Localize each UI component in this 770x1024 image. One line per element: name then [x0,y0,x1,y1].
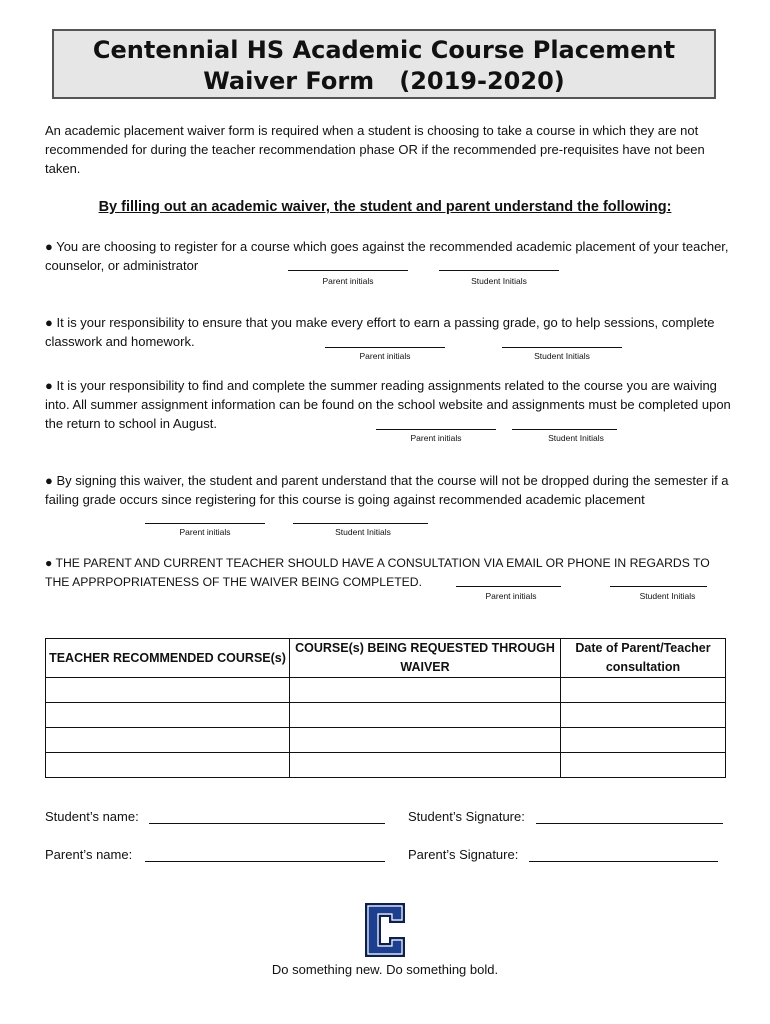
table-header-row [46,639,726,678]
title-line-1: Centennial HS Academic Course Placement [92,36,676,64]
section-heading: By filling out an academic waiver, the student and parent understand the following: [98,199,672,215]
parent-initials-label: Parent initials [322,276,374,286]
student-initials-input-4[interactable] [293,523,428,524]
student-initials-input-2[interactable] [502,347,622,348]
header-teacher-recommended: TEACHER RECOMMENDED COURSE(s) [46,639,290,678]
student-signature-input[interactable] [536,823,723,824]
student-initials-label: Student Initials [534,351,590,361]
form-title [52,29,716,99]
statement-4: ● By signing this waiver, the student and parent understand that the course will not be dropped during the semester if a failing grade occurs since registering for this course is going against recommended academic placement [45,473,729,507]
table-row [46,753,726,778]
statement-3: ● It is your responsibility to find and complete the summer reading assignments related to the course you are waiving into. All summer assignment information can be found on the school website and assignments must be completed upon the return to school in August. [45,378,731,431]
tagline: Do something new. Do something bold. [271,962,499,977]
statement-1: ● You are choosing to register for a course which goes against the recommended academic placement of your teacher, counselor, or administrator [45,239,729,273]
table-cell[interactable] [561,753,726,778]
table-cell[interactable] [46,678,290,703]
table-cell[interactable] [46,753,290,778]
parent-initials-input-3[interactable] [376,429,496,430]
school-logo [362,902,408,958]
table-cell[interactable] [290,678,561,703]
student-initials-label: Student Initials [335,527,391,537]
parent-initials-label: Parent initials [179,527,231,537]
student-initials-input-3[interactable] [512,429,617,430]
title-line-2: Waiver Form (2019-2020) [203,67,565,95]
parent-initials-label: Parent initials [485,591,537,601]
student-name-label: Student’s name: [45,809,139,824]
parent-initials-input-4[interactable] [145,523,265,524]
parent-signature-label: Parent’s Signature: [408,847,519,862]
parent-name-label: Parent’s name: [45,847,133,862]
student-initials-input-5[interactable] [610,586,707,587]
table-cell[interactable] [561,678,726,703]
intro-text: An academic placement waiver form is required when a student is choosing to take a course in which they are not recommended for during the teacher recommendation phase OR if the recommended pre-requisites have not been taken. [45,123,705,176]
parent-initials-input-5[interactable] [456,586,561,587]
parent-name-input[interactable] [145,861,385,862]
course-table [45,638,726,778]
parent-signature-input[interactable] [529,861,718,862]
parent-initials-label: Parent initials [359,351,411,361]
table-row [46,728,726,753]
student-name-input[interactable] [149,823,385,824]
table-cell[interactable] [290,753,561,778]
table-cell[interactable] [561,703,726,728]
student-signature-label: Student’s Signature: [408,809,525,824]
table-cell[interactable] [46,703,290,728]
parent-initials-input-2[interactable] [325,347,445,348]
table-row [46,703,726,728]
header-consultation-date: Date of Parent/Teacher consultation [561,639,726,678]
student-initials-label: Student Initials [471,276,527,286]
statement-2: ● It is your responsibility to ensure that you make every effort to earn a passing grade, go to help sessions, complete classwork and homework. [45,315,715,349]
student-initials-label: Student Initials [548,433,604,443]
table-cell[interactable] [290,703,561,728]
parent-initials-input-1[interactable] [288,270,408,271]
student-initials-input-1[interactable] [439,270,559,271]
statement-5: ● THE PARENT AND CURRENT TEACHER SHOULD HAVE A CONSULTATION VIA EMAIL OR PHONE IN REGARDS TO THE APPRPOPRIATENESS OF THE WAIVER BEING COMPLETED. [45,556,710,589]
header-courses-requested: COURSE(s) BEING REQUESTED THROUGH WAIVER [290,639,561,678]
table-row [46,678,726,703]
student-initials-label: Student Initials [639,591,696,601]
table-cell[interactable] [561,728,726,753]
table-cell[interactable] [290,728,561,753]
parent-initials-label: Parent initials [410,433,462,443]
table-cell[interactable] [46,728,290,753]
